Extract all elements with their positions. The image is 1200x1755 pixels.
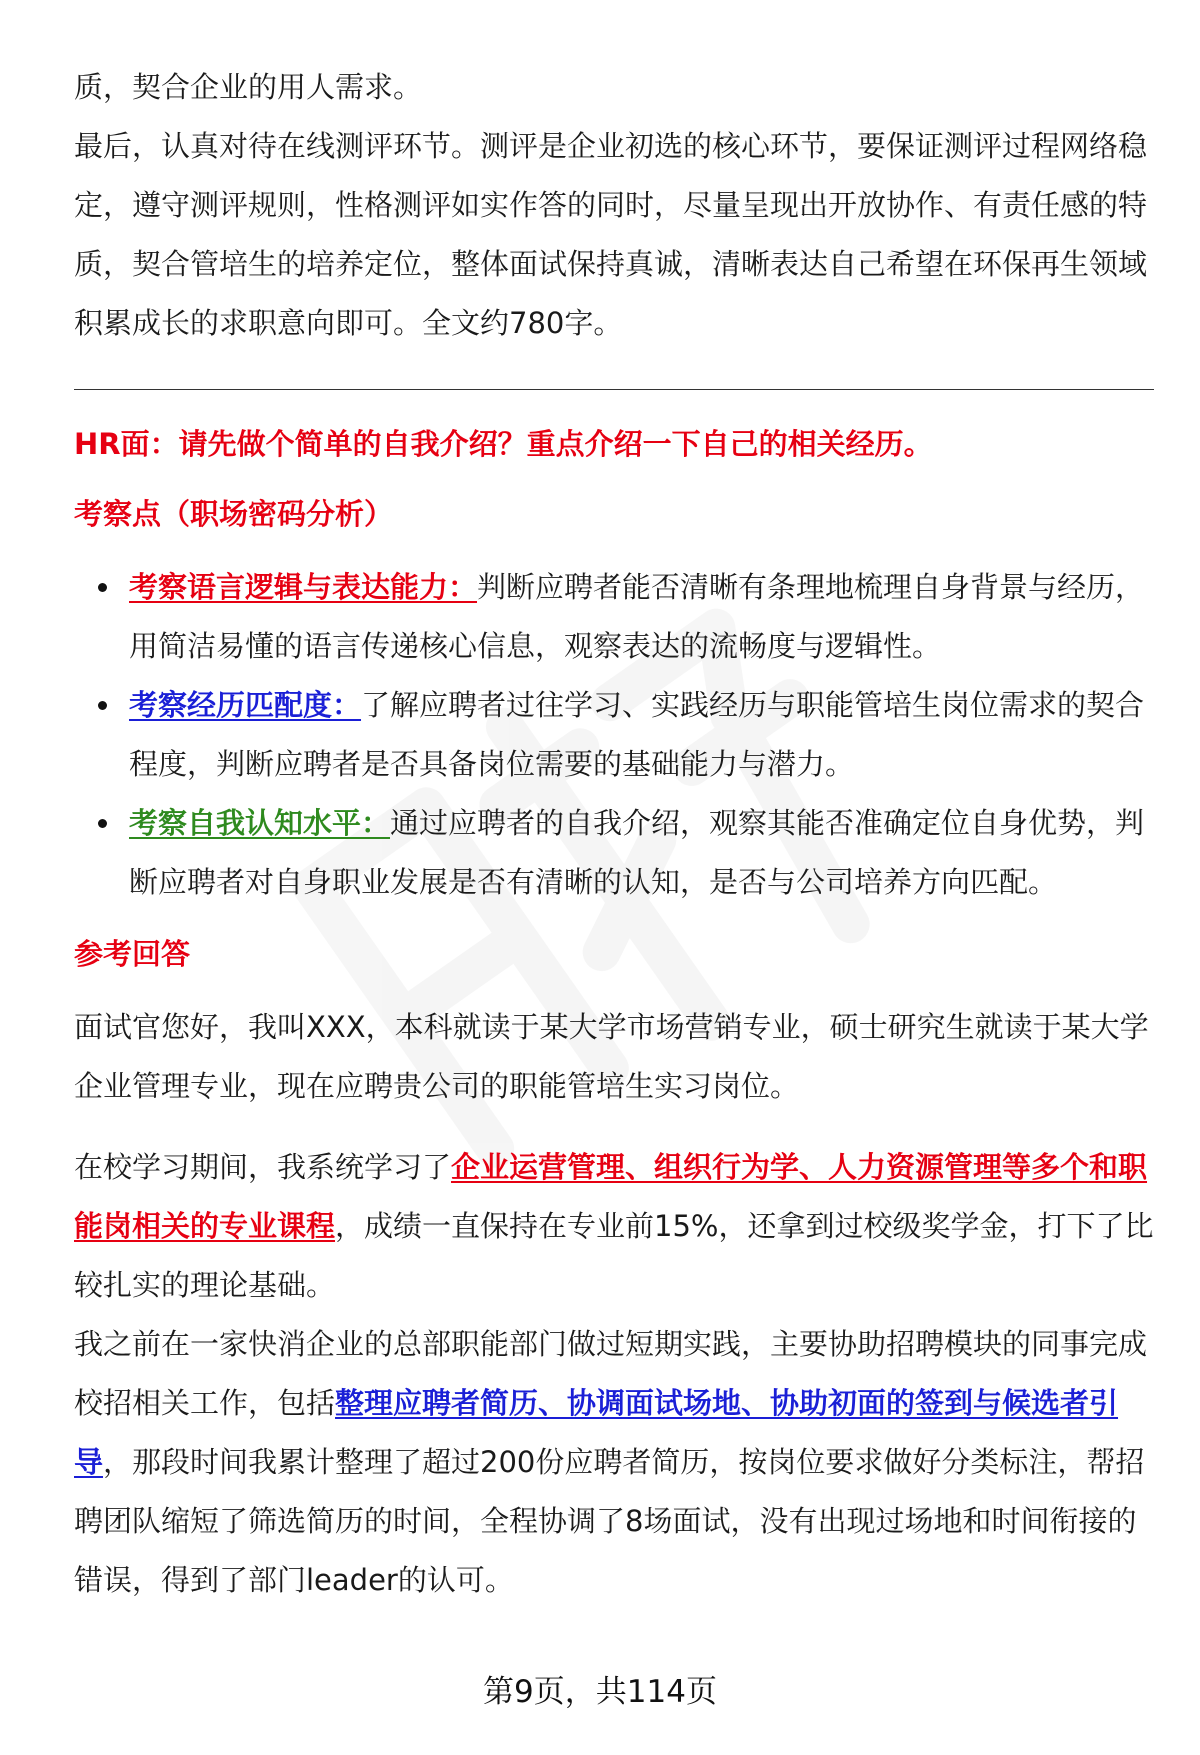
analysis-list <box>74 558 1154 912</box>
answer-highlight: 整理应聘者简历、协调面试场地、协助初面的签到与候选者引导 <box>74 1386 1119 1479</box>
answer-text: ，那段时间我累计整理了超过200份应聘者简历，按岗位要求做好分类标注，帮招聘团队缩短了筛选简历的时间，全程协调了8场面试，没有出现过场地和时间衔接的错误，得到了部门leader的认可。 <box>74 1445 1145 1597</box>
point-keyword: 考察经历匹配度： <box>129 688 362 722</box>
answer-text: 我之前在一家快消企业的总部职能部门做过短期实践，主要协助招聘模块的同事完成校招相关工作，包括 <box>74 1327 1148 1420</box>
section-divider <box>74 389 1154 390</box>
list-item <box>74 558 1154 676</box>
answer-paragraph-2 <box>74 1138 1154 1315</box>
answer-text: 在校学习期间，我系统学习了 <box>74 1150 452 1184</box>
page-number: 第9页，共114页 <box>483 1674 717 1710</box>
list-item <box>74 676 1154 794</box>
bullet-icon <box>98 583 107 592</box>
bullet-icon <box>98 819 107 828</box>
point-keyword: 考察语言逻辑与表达能力： <box>129 570 478 604</box>
analysis-title: 考察点（职场密码分析） <box>74 497 394 531</box>
point-keyword: 考察自我认知水平： <box>129 806 391 840</box>
point-text: 了解应聘者过往学习、实践经历与职能管培生岗位需求的契合程度，判断应聘者是否具备岗位需要的基础能力与潜力。 <box>129 688 1145 781</box>
answer-title: 参考回答 <box>74 937 191 971</box>
answer-paragraph-1: 面试官您好，我叫XXX，本科就读于某大学市场营销专业，硕士研究生就读于某大学企业管理专业，现在应聘贵公司的职能管培生实习岗位。 <box>74 1010 1149 1103</box>
answer-highlight: 企业运营管理、组织行为学、人力资源管理等多个和职能岗相关的专业课程 <box>74 1150 1148 1243</box>
bullet-icon <box>98 701 107 710</box>
intro-paragraph-2: 最后，认真对待在线测评环节。测评是企业初选的核心环节，要保证测评过程网络稳定，遵守测评规则，性格测评如实作答的同时，尽量呈现出开放协作、有责任感的特质，契合管培生的培养定位，整体面试保持真诚，清晰表达自己希望在环保再生领域积累成长的求职意向即可。全文约780字。 <box>74 129 1148 340</box>
point-text: 通过应聘者的自我介绍，观察其能否准确定位自身优势，判断应聘者对自身职业发展是否有清晰的认知，是否与公司培养方向匹配。 <box>129 806 1145 899</box>
intro-paragraph-1: 质，契合企业的用人需求。 <box>74 70 423 104</box>
answer-paragraph-3 <box>74 1315 1154 1610</box>
point-text: 判断应聘者能否清晰有条理地梳理自身背景与经历，用简洁易懂的语言传递核心信息，观察表达的流畅度与逻辑性。 <box>129 570 1145 663</box>
list-item <box>74 794 1154 912</box>
document-page <box>74 58 1154 1610</box>
question-title: HR面：请先做个简单的自我介绍？重点介绍一下自己的相关经历。 <box>74 427 933 461</box>
answer-text: ，成绩一直保持在专业前15%，还拿到过校级奖学金，打下了比较扎实的理论基础。 <box>74 1209 1154 1302</box>
